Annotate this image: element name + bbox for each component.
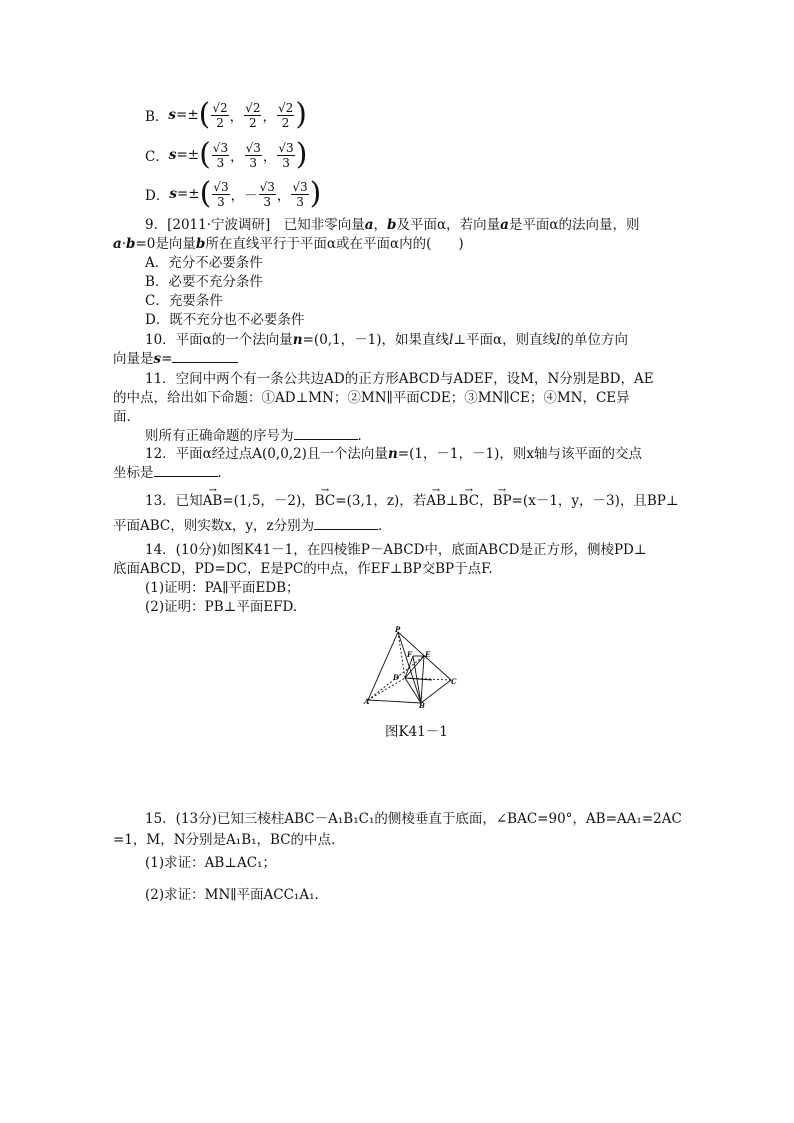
q12-line1: 12．平面α经过点A(0,0,2)且一个法向量n=(1，－1，－1)，则x轴与该平面的交点 — [145, 446, 642, 462]
q10-answer-blank — [172, 350, 238, 363]
option-b: B． s =± ( $\frac{√2}{2}$ ， $\frac{√2}{2}$ ， $\frac{√2}{2}$ ) — [145, 97, 307, 132]
label-d: D — [393, 673, 400, 682]
q15-line3: (1)求证：AB⊥AC₁； — [145, 855, 276, 871]
label-a: A — [364, 697, 370, 706]
q14-line2: 底面ABCD，PD=DC，E是PC的中点，作EF⊥BP交BP于点F. — [113, 561, 493, 577]
label-b: B — [419, 701, 425, 708]
q14-line4: (2)证明：PB⊥平面EFD. — [145, 599, 298, 615]
q10-line1: 10．平面α的一个法向量n=(0,1，－1)，如果直线l⊥平面α，则直线l的单位方向 — [145, 332, 628, 348]
q13-line2: 平面ABC，则实数x，y，z分别为 ． — [113, 518, 392, 534]
option-c: C． s =± ( $\frac{√3}{3}$ ， $\frac{√3}{3}$ ， $\frac{√3}{3}$ ) — [145, 137, 308, 172]
q11-line4: 则所有正确命题的序号为 ． — [145, 428, 371, 444]
q9-line1: 9．[2011·宁波调研] 已知非零向量a，b及平面α，若向量a是平面α的法向量，则 — [145, 217, 640, 233]
q9-option-b: B．必要不充分条件 — [145, 274, 263, 290]
q11-line3: 面． — [113, 409, 140, 425]
q10-line2: 向量是s= — [113, 350, 238, 369]
q15-line4: (2)求证：MN∥平面ACC₁A₁. — [145, 887, 319, 903]
q12-answer-blank — [154, 464, 218, 477]
q9-option-d: D．既不充分也不必要条件 — [145, 312, 305, 328]
q9-line2: a·b=0是向量b所在直线平行于平面α或在平面α内的( ) — [113, 236, 464, 252]
q11-line2: 的中点，给出如下命题：①AD⊥MN；②MN∥平面CDE；③MN∥CE；④MN，CE异 — [113, 390, 630, 406]
option-d: D． s =± ( $\frac{√3}{3}$ ， － $\frac{√3}{3}$ ， $\frac{√3}{3}$ ) — [145, 176, 322, 211]
label-c: C — [451, 677, 457, 686]
q11-line1: 11．空间中两个有一条公共边AD的正方形ABCD与ADEF，设M，N分别是BD，AE — [145, 371, 654, 387]
q13-answer-blank — [314, 517, 378, 530]
label-f: F — [407, 650, 412, 659]
pyramid-figure — [362, 626, 462, 708]
q15-line1: 15．(13分)已知三棱柱ABC－A₁B₁C₁的侧棱垂直于底面，∠BAC=90°，AB=AA₁=2AC — [145, 811, 682, 827]
q9-option-a: A．充分不必要条件 — [145, 255, 263, 271]
q11-answer-blank — [294, 427, 358, 440]
q14-line1: 14．(10分)如图K41－1，在四棱锥P－ABCD中，底面ABCD是正方形，侧棱PD⊥ — [145, 542, 647, 558]
label-e: E — [425, 650, 431, 659]
q12-line2: 坐标是 ． — [113, 465, 231, 481]
q13-line1: 13．已知→ AB=(1,5，－2)，→ BC=(3,1，z)，若→ AB⊥→ BC，→ BP=(x－1，y，－3)，且BP⊥ — [145, 492, 679, 511]
q14-line3: (1)证明：PA∥平面EDB； — [145, 580, 300, 596]
q9-option-c: C．充要条件 — [145, 293, 223, 309]
label-p: P — [395, 626, 401, 634]
figure-caption: 图K41－1 — [385, 724, 448, 740]
q15-line2: =1，M，N分别是A₁B₁，BC的中点． — [113, 832, 345, 848]
